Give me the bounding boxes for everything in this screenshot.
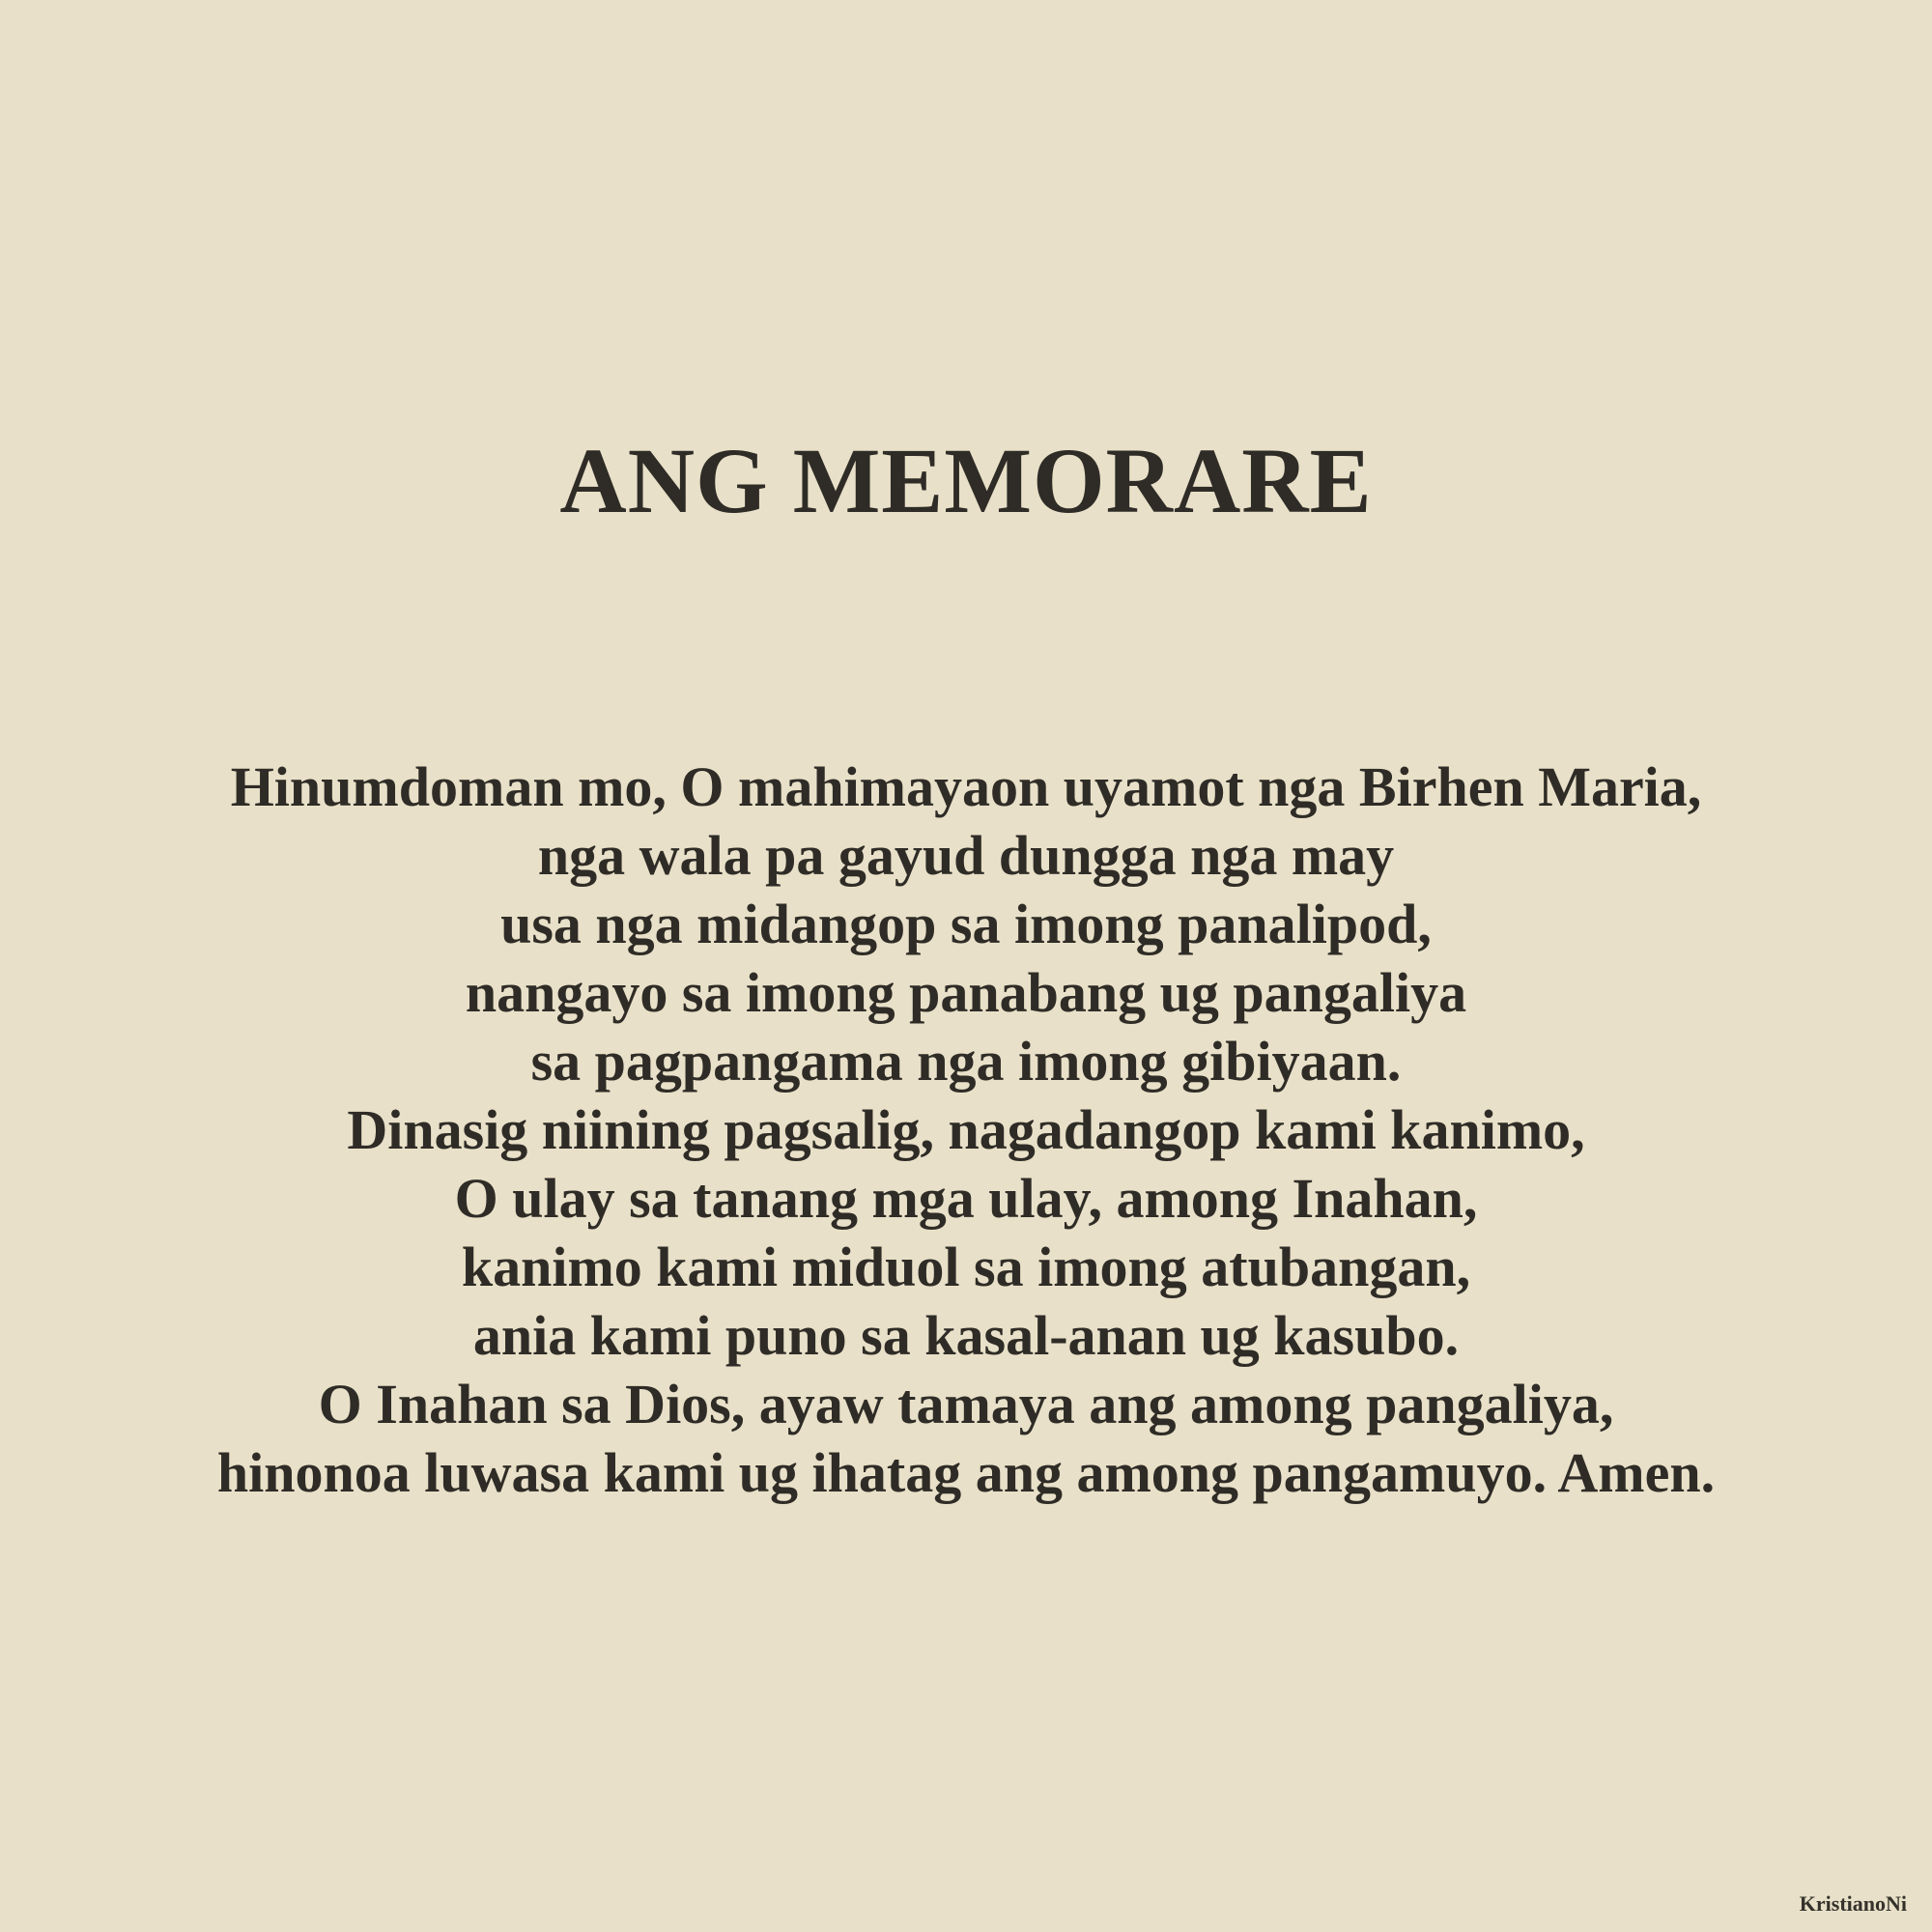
prayer-line: nangayo sa imong panabang ug pangaliya [465,961,1467,1025]
prayer-body [48,753,1884,1507]
prayer-line: O ulay sa tanang mga ulay, among Inahan, [454,1167,1478,1231]
prayer-line: ania kami puno sa kasal-anan ug kasubo. [472,1304,1460,1368]
page-title: ANG MEMORARE [559,429,1373,532]
prayer-line: O Inahan sa Dios, ayaw tamaya ang among pangaliya, [318,1373,1614,1436]
prayer-line: hinonoa luwasa kami ug ihatag ang among pangamuyo. Amen. [216,1441,1716,1505]
prayer-line: usa nga midangop sa imong panalipod, [500,893,1432,956]
prayer-line: kanimo kami miduol sa imong atubangan, [461,1236,1471,1299]
prayer-line: nga wala pa gayud dungga nga may [537,824,1395,888]
signature-watermark: KristianoNi [1799,1891,1907,1916]
prayer-line: Dinasig niining pagsalig, nagadangop kami kanimo, [347,1098,1585,1162]
prayer-line: Hinumdoman mo, O mahimayaon uyamot nga Birhen Maria, [230,755,1702,819]
prayer-line: sa pagpangama nga imong gibiyaan. [530,1030,1402,1094]
